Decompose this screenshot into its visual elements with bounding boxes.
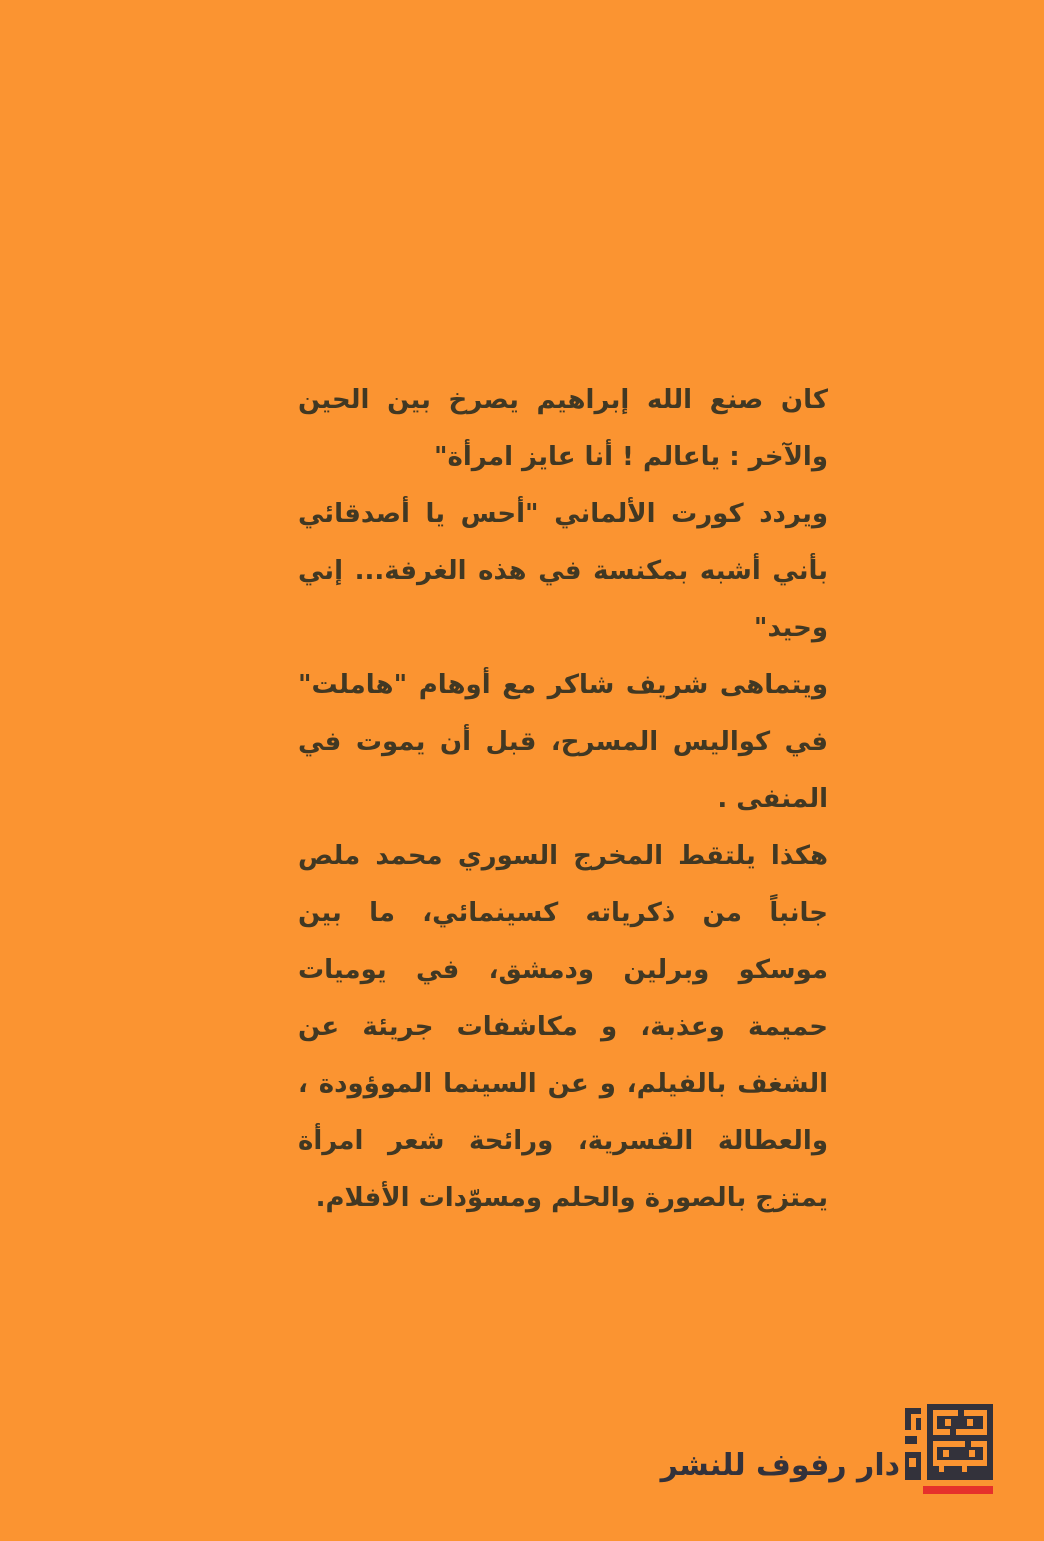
back-cover-blurb: [298, 372, 828, 1227]
publisher-name: دار رفوف للنشر: [660, 1448, 900, 1483]
blurb-paragraph: كان صنع الله إبراهيم يصرخ بين الحين والآخر : ياعالم ! أنا عايز امرأة": [298, 385, 828, 472]
blurb-paragraph: هكذا يلتقط المخرج السوري محمد ملص جانباً من ذكرياته كسينمائي، ما بين موسكو وبرلين ودمشق، في يوميات حميمة وعذبة، و مكاشفات جريئة عن الشغف بالفيلم، و عن السينما الموؤودة ، والعطالة القسرية، ورائحة شعر امرأة يمتزج بالصورة والحلم ومسوّدات الأفلام.: [298, 841, 828, 1213]
publisher-logo: [905, 1402, 993, 1496]
square-kufic-logo-icon: [905, 1402, 993, 1496]
blurb-paragraph: ويتماهى شريف شاكر مع أوهام "هاملت" في كواليس المسرح، قبل أن يموت في المنفى .: [298, 670, 828, 814]
blurb-paragraph: ويردد كورت الألماني "أحس يا أصدقائي بأني أشبه بمكنسة في هذه الغرفة... إني وحيد": [298, 499, 828, 643]
